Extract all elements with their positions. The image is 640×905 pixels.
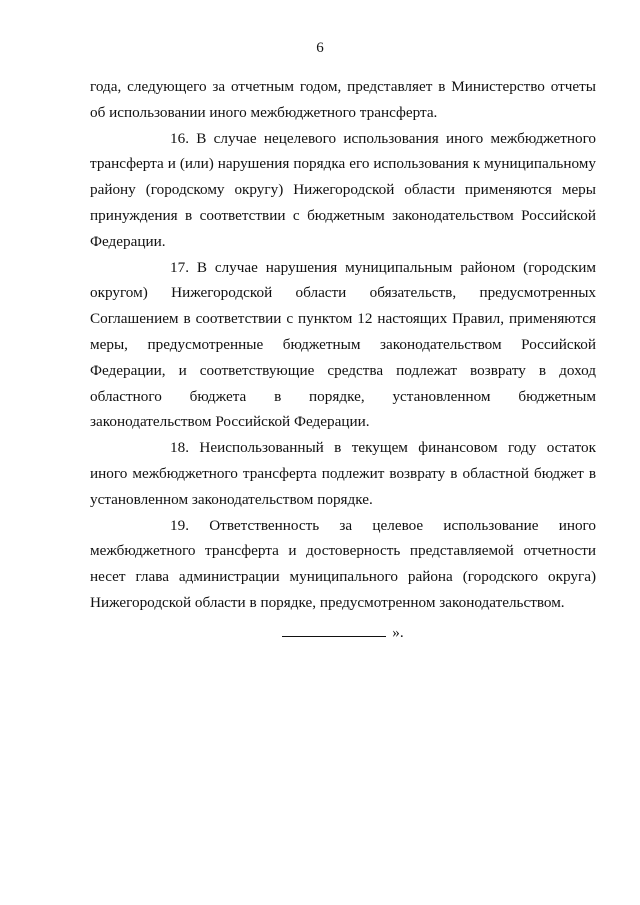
paragraph-19 — [90, 513, 596, 616]
paragraph-text: В случае нецелевого использования иного межбюджетного трансферта и (или) нарушения порядка его использования к муниципальному району (городскому округу) Нижегородской области применяются меры принуждения в соответствии с бюджетным законодательством Российской Федерации. — [90, 129, 597, 250]
blank-line-divider — [282, 622, 386, 637]
page-number: 6 — [316, 40, 324, 56]
paragraph-text: года, следующего за отчетным годом, представляет в Министерство отчеты об использовании иного межбюджетного трансферта. — [90, 78, 596, 121]
paragraph-number: 17. — [170, 258, 189, 276]
closing-quote-mark: ». — [392, 623, 404, 641]
paragraph-text: Ответственность за целевое использование иного межбюджетного трансферта и достоверность представляемой отчетности несет глава администрации муниципального района (городского округа) Нижегородской области в порядке, предусмотренном законодательством. — [90, 516, 597, 611]
paragraph-16 — [90, 126, 596, 255]
paragraph-number: 16. — [170, 129, 189, 147]
paragraph-number: 19. — [170, 516, 189, 534]
document-body — [90, 74, 596, 646]
paragraph-number: 18. — [170, 439, 189, 457]
paragraph-continuation — [90, 74, 596, 126]
paragraph-17 — [90, 255, 596, 436]
paragraph-text: Неиспользованный в текущем финансовом году остаток иного межбюджетного трансферта подлежит возврату в областной бюджет в установленном законодательством порядке. — [90, 439, 596, 508]
paragraph-text: В случае нарушения муниципальным районом (городским округом) Нижегородской области обязательств, предусмотренных Соглашением в соответствии с пунктом 12 настоящих Правил, применяются меры, предусмотренные бюджетным законодательством Российской Федерации, и соответствующие средства подлежат возврату в доход областного бюджета в порядке, установленном бюджетным законодательством Российской Федерации. — [90, 258, 596, 431]
paragraph-18 — [90, 435, 596, 512]
closing-line — [90, 620, 596, 646]
